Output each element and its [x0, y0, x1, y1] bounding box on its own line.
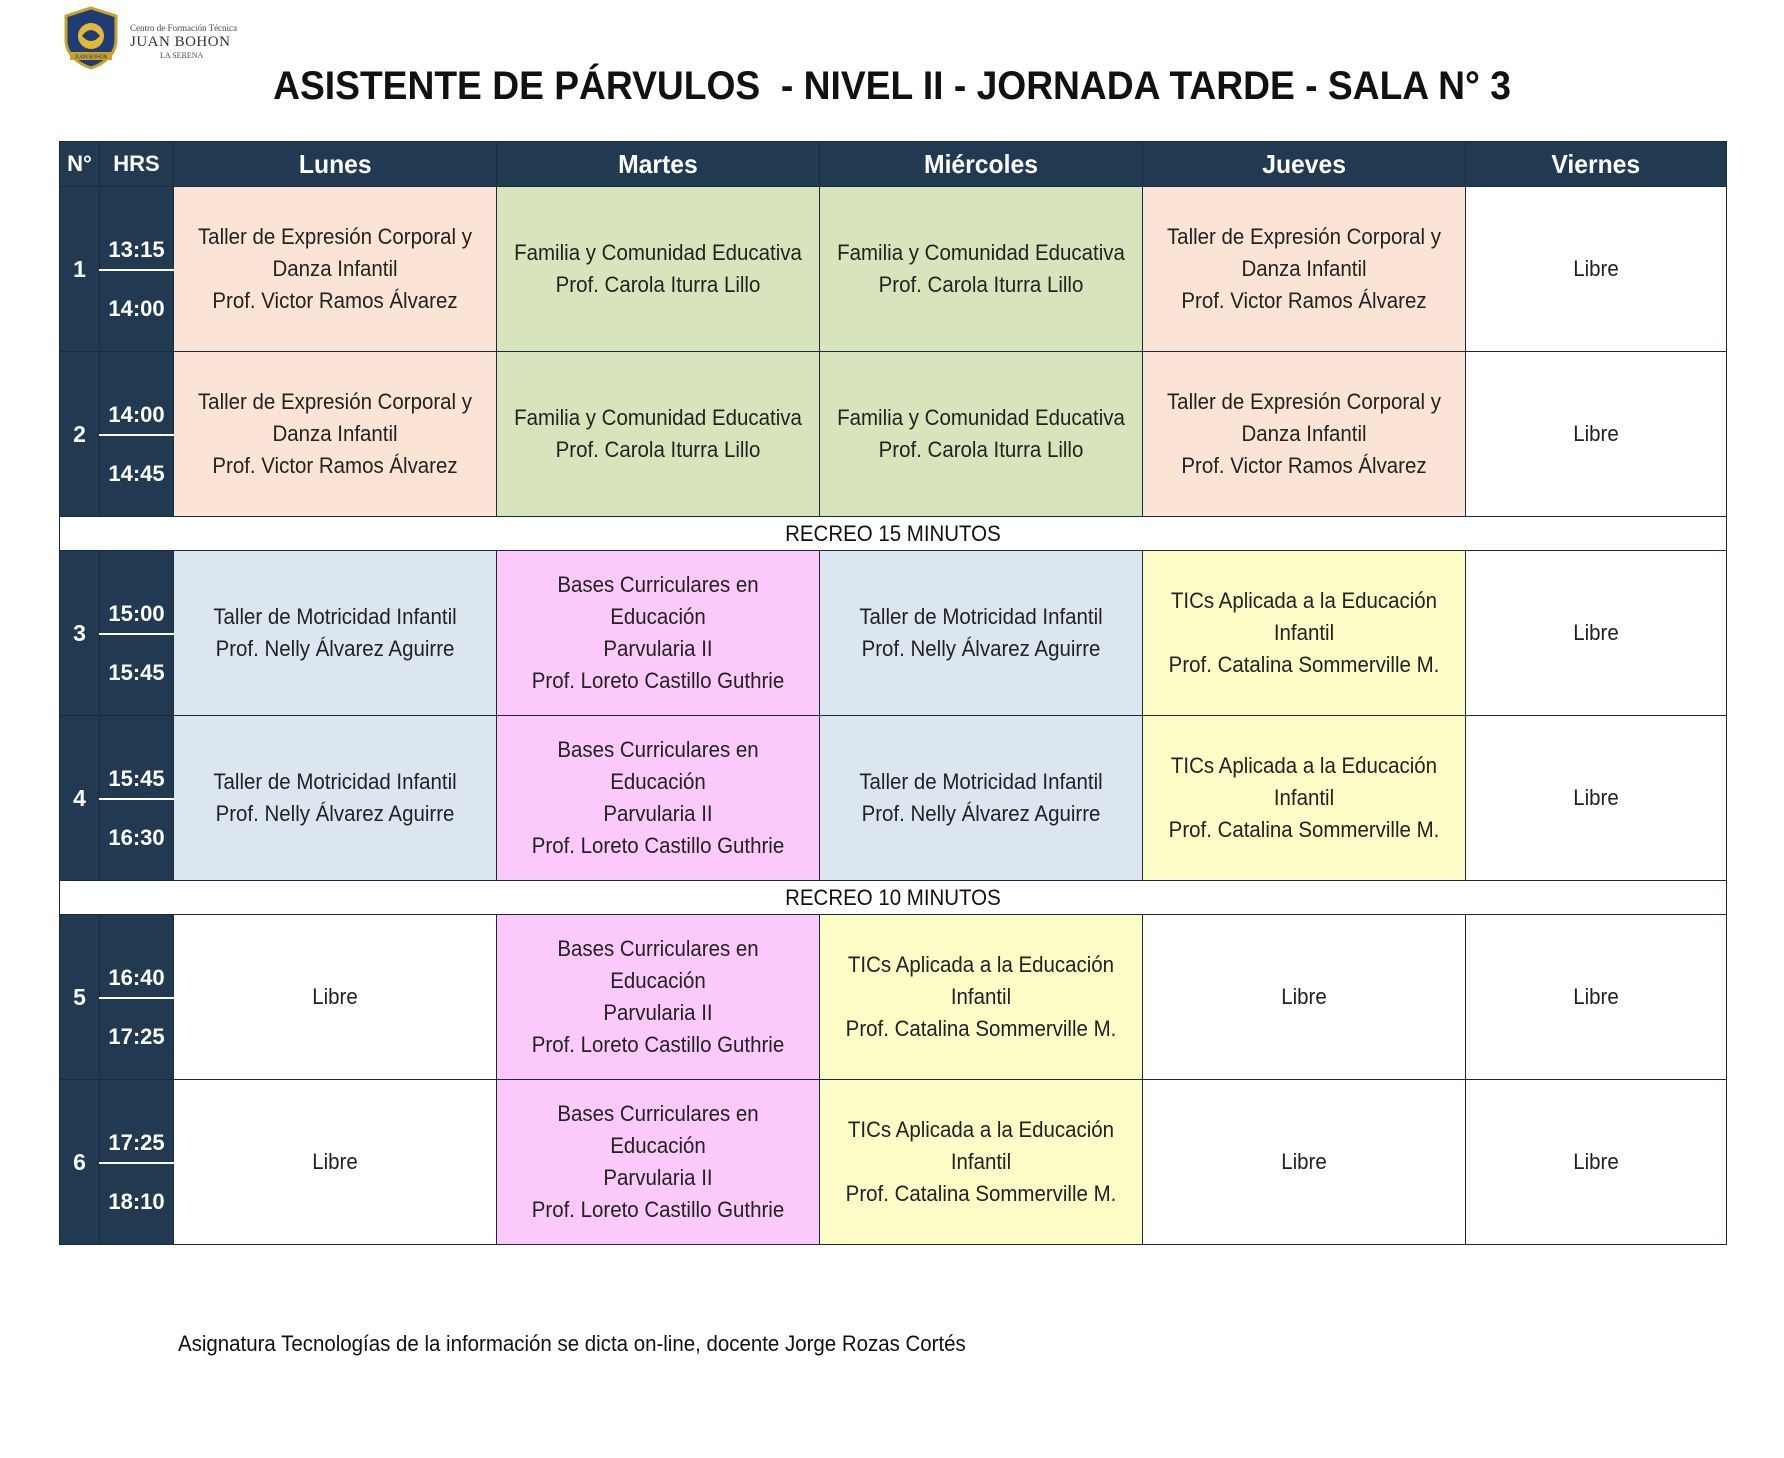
cell-text-line: Bases Curriculares en Educación: [557, 1101, 759, 1158]
start-time: 16:40: [100, 915, 174, 999]
cell-text-line: Bases Curriculares en Educación: [557, 936, 759, 993]
cell-text-line: Infantil: [950, 984, 1012, 1009]
schedule-cell: [820, 716, 1143, 881]
schedule-cell-free: [1143, 915, 1466, 1080]
cell-text-line: TICs Aplicada a la Educación: [847, 1117, 1115, 1142]
schedule-cell: [820, 1080, 1143, 1245]
period-number: 2: [60, 352, 100, 517]
cell-text-line: Taller de Motricidad Infantil: [859, 604, 1103, 629]
cell-text-line: Prof. Victor Ramos Álvarez: [212, 288, 458, 313]
schedule-cell: [497, 352, 820, 517]
schedule-cell: [174, 352, 497, 517]
end-time: 14:00: [100, 270, 174, 352]
schedule-cell: [820, 915, 1143, 1080]
cell-text-line: Prof. Catalina Sommerville M.: [1168, 817, 1440, 842]
break-row: [60, 517, 1727, 551]
schedule-cell-free: [174, 915, 497, 1080]
schedule-cell-free: [1466, 1080, 1727, 1245]
table-row: [60, 716, 1727, 800]
schedule-cell: [820, 352, 1143, 517]
schedule-cell: [1143, 352, 1466, 517]
period-number: 5: [60, 915, 100, 1080]
header-day-viernes: Viernes: [1466, 142, 1727, 187]
schedule-cell: [497, 1080, 820, 1245]
cell-text-line: Taller de Expresión Corporal y: [197, 224, 473, 249]
cell-text-line: Prof. Loreto Castillo Guthrie: [531, 1197, 785, 1222]
end-time: 14:45: [100, 435, 174, 517]
cell-text-line: Taller de Expresión Corporal y: [1166, 389, 1442, 414]
schedule-cell-free: [174, 1080, 497, 1245]
cell-text-line: Parvularia II: [603, 1000, 713, 1025]
end-time: 16:30: [100, 799, 174, 881]
cell-text-line: Prof. Carola Iturra Lillo: [555, 272, 761, 297]
cell-text-line: Familia y Comunidad Educativa: [514, 405, 802, 430]
cell-text-line: Prof. Carola Iturra Lillo: [878, 272, 1084, 297]
cell-text-line: Prof. Loreto Castillo Guthrie: [531, 668, 785, 693]
cell-text-line: Prof. Catalina Sommerville M.: [845, 1181, 1117, 1206]
cell-text-line: Infantil: [1273, 785, 1335, 810]
cell-text-line: Libre: [312, 984, 358, 1009]
cell-text-line: Libre: [1573, 785, 1619, 810]
schedule-table: [59, 141, 1727, 1245]
cell-text-line: Bases Curriculares en Educación: [557, 737, 759, 794]
cell-text-line: Libre: [1573, 984, 1619, 1009]
period-number: 6: [60, 1080, 100, 1245]
schedule-cell: [497, 915, 820, 1080]
cell-text-line: Taller de Expresión Corporal y: [1166, 224, 1442, 249]
cell-text-line: TICs Aplicada a la Educación: [1170, 753, 1438, 778]
cell-text-line: Prof. Victor Ramos Álvarez: [1181, 288, 1427, 313]
cell-text-line: Prof. Catalina Sommerville M.: [1168, 652, 1440, 677]
cell-text-line: Danza Infantil: [1241, 256, 1367, 281]
schedule-cell-free: [1143, 1080, 1466, 1245]
period-number: 1: [60, 187, 100, 352]
table-row: [60, 352, 1727, 436]
cell-text-line: Familia y Comunidad Educativa: [514, 240, 802, 265]
cell-text-line: Familia y Comunidad Educativa: [837, 405, 1125, 430]
header-num: N°: [60, 142, 100, 187]
break-label: RECREO 15 MINUTOS: [60, 517, 1727, 551]
cell-text-line: Libre: [312, 1149, 358, 1174]
period-number: 4: [60, 716, 100, 881]
start-time: 15:00: [100, 551, 174, 635]
header-day-martes: Martes: [497, 142, 820, 187]
cell-text-line: Prof. Loreto Castillo Guthrie: [531, 1032, 785, 1057]
end-time: 18:10: [100, 1163, 174, 1245]
schedule-cell: [174, 716, 497, 881]
schedule-cell: [1143, 551, 1466, 716]
schedule-cell: [497, 716, 820, 881]
schedule-cell-free: [1466, 187, 1727, 352]
cell-text-line: TICs Aplicada a la Educación: [1170, 588, 1438, 613]
cell-text-line: Parvularia II: [603, 636, 713, 661]
cell-text-line: Prof. Victor Ramos Álvarez: [212, 453, 458, 478]
schedule-cell: [820, 551, 1143, 716]
header-row: [60, 142, 1727, 187]
period-number: 3: [60, 551, 100, 716]
cell-text-line: Prof. Carola Iturra Lillo: [878, 437, 1084, 462]
cell-text-line: Prof. Nelly Álvarez Aguirre: [861, 636, 1101, 661]
cell-text-line: Taller de Motricidad Infantil: [859, 769, 1103, 794]
cell-text-line: Libre: [1281, 984, 1327, 1009]
schedule-cell: [820, 187, 1143, 352]
schedule-cell-free: [1466, 551, 1727, 716]
schedule-cell: [174, 187, 497, 352]
cell-text-line: Parvularia II: [603, 801, 713, 826]
start-time: 15:45: [100, 716, 174, 800]
schedule-cell: [1143, 187, 1466, 352]
institution-line1: Centro de Formación Técnica: [130, 23, 238, 33]
header-day-jueves: Jueves: [1143, 142, 1466, 187]
schedule-cell-free: [1466, 716, 1727, 881]
cell-text-line: Prof. Nelly Álvarez Aguirre: [215, 801, 455, 826]
schedule-cell-free: [1466, 915, 1727, 1080]
cell-text-line: TICs Aplicada a la Educación: [847, 952, 1115, 977]
cell-text-line: Infantil: [1273, 620, 1335, 645]
cell-text-line: Prof. Nelly Álvarez Aguirre: [215, 636, 455, 661]
cell-text-line: Bases Curriculares en Educación: [557, 572, 759, 629]
page-title: ASISTENTE DE PÁRVULOS - NIVEL II - JORNADA TARDE - SALA N° 3: [273, 64, 1511, 108]
cell-text-line: Familia y Comunidad Educativa: [837, 240, 1125, 265]
start-time: 17:25: [100, 1080, 174, 1164]
cell-text-line: Libre: [1573, 1149, 1619, 1174]
cell-text-line: Prof. Loreto Castillo Guthrie: [531, 833, 785, 858]
schedule-cell: [497, 187, 820, 352]
schedule-cell: [497, 551, 820, 716]
shield-emblem-icon: [62, 6, 120, 70]
cell-text-line: Danza Infantil: [1241, 421, 1367, 446]
cell-text-line: Libre: [1281, 1149, 1327, 1174]
end-time: 17:25: [100, 998, 174, 1080]
institution-line2: JUAN BOHON: [130, 34, 231, 50]
schedule-cell: [174, 551, 497, 716]
cell-text-line: Parvularia II: [603, 1165, 713, 1190]
table-row: [60, 551, 1727, 635]
cell-text-line: Danza Infantil: [272, 256, 398, 281]
svg-text:JUAN BOHON: JUAN BOHON: [74, 54, 108, 61]
cell-text-line: Libre: [1573, 421, 1619, 446]
cell-text-line: Prof. Carola Iturra Lillo: [555, 437, 761, 462]
cell-text-line: Prof. Catalina Sommerville M.: [845, 1016, 1117, 1041]
institution-name: [130, 23, 237, 60]
table-row: [60, 187, 1727, 271]
institution-line3: LA SERENA: [160, 51, 204, 60]
break-label: RECREO 10 MINUTOS: [60, 881, 1727, 915]
table-row: [60, 915, 1727, 999]
end-time: 15:45: [100, 634, 174, 716]
start-time: 13:15: [100, 187, 174, 271]
start-time: 14:00: [100, 352, 174, 436]
header-day-lunes: Lunes: [174, 142, 497, 187]
header-day-miercoles: Miércoles: [820, 142, 1143, 187]
schedule-cell: [1143, 716, 1466, 881]
cell-text-line: Prof. Nelly Álvarez Aguirre: [861, 801, 1101, 826]
table-row: [60, 1080, 1727, 1164]
cell-text-line: Infantil: [950, 1149, 1012, 1174]
break-row: [60, 881, 1727, 915]
cell-text-line: Taller de Motricidad Infantil: [213, 604, 457, 629]
schedule-cell-free: [1466, 352, 1727, 517]
cell-text-line: Prof. Victor Ramos Álvarez: [1181, 453, 1427, 478]
cell-text-line: Danza Infantil: [272, 421, 398, 446]
header-hrs: HRS: [100, 142, 174, 187]
cell-text-line: Taller de Expresión Corporal y: [197, 389, 473, 414]
cell-text-line: Libre: [1573, 256, 1619, 281]
cell-text-line: Taller de Motricidad Infantil: [213, 769, 457, 794]
cell-text-line: Libre: [1573, 620, 1619, 645]
footnote: Asignatura Tecnologías de la información se dicta on-line, docente Jorge Rozas Cortés: [178, 1331, 966, 1356]
